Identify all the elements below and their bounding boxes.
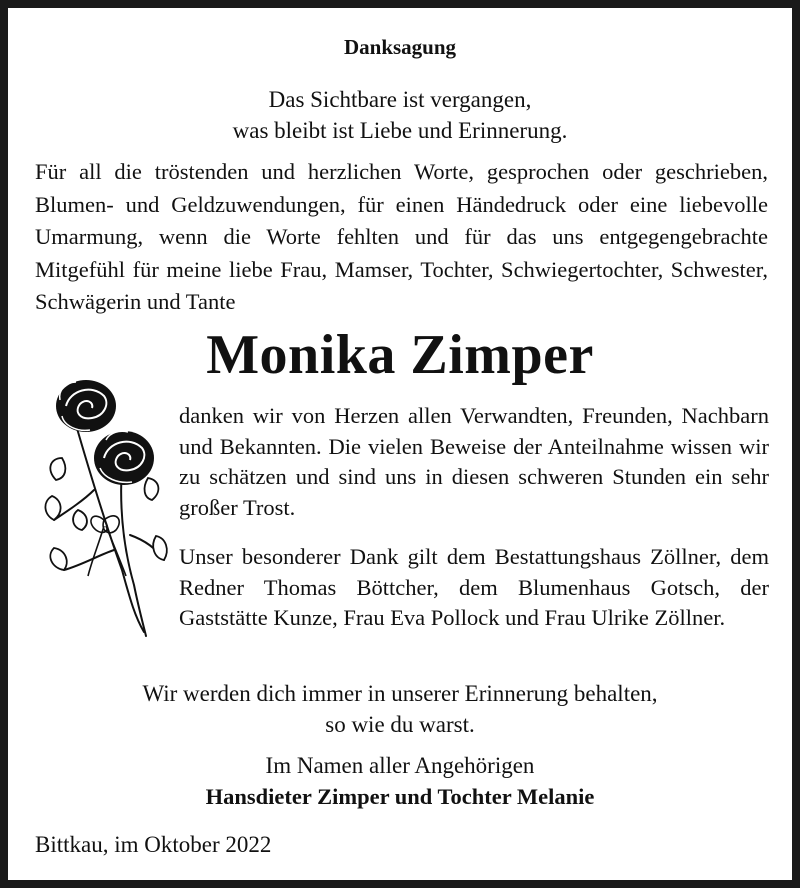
deceased-name: Monika Zimper xyxy=(206,324,594,386)
closing-lines xyxy=(8,678,792,740)
place-date: Bittkau, im Oktober 2022 xyxy=(35,832,272,857)
special-thanks-paragraph: Unser besonderer Dank gilt dem Bestattungshaus Zöllner, dem Redner Thomas Böttcher, dem Blumenhaus Gotsch, der Gaststätte Kunze, Frau Eva Pollock und Frau Ulrike Zöllner. xyxy=(179,544,769,630)
roses-icon xyxy=(34,370,172,640)
obituary-notice xyxy=(8,8,792,880)
thanks-paragraph: danken wir von Herzen allen Verwandten, Freunden, Nachbarn und Bekannten. Die vielen Beweise der Anteilnahme wissen wir zu schätzen und sind uns in diesen schweren Stunden ein sehr großer Trost. xyxy=(179,403,769,520)
motto-line: was bleibt ist Liebe und Erinnerung. xyxy=(232,118,568,143)
closing-line: Wir werden dich immer in unserer Erinnerung behalten, xyxy=(142,681,658,706)
signers: Hansdieter Zimper und Tochter Melanie xyxy=(205,784,595,809)
intro-paragraph: Für all die tröstenden und herzlichen Worte, gesprochen oder geschrieben, Blumen- und Geldzuwendungen, für einen Händedruck oder eine liebevolle Umarmung, wenn die Worte fehlten und für das uns entgegengebrachte Mitgefühl für meine liebe Frau, Mamser, Tochter, Schwiegertochter, Schwester, Schwägerin und Tante xyxy=(35,159,768,314)
notice-frame xyxy=(8,8,792,880)
closing-line: so wie du warst. xyxy=(325,712,475,737)
signature-intro: Im Namen aller Angehörigen xyxy=(265,753,535,778)
motto xyxy=(8,84,792,146)
motto-line: Das Sichtbare ist vergangen, xyxy=(268,87,532,112)
notice-heading: Danksagung xyxy=(343,35,457,59)
